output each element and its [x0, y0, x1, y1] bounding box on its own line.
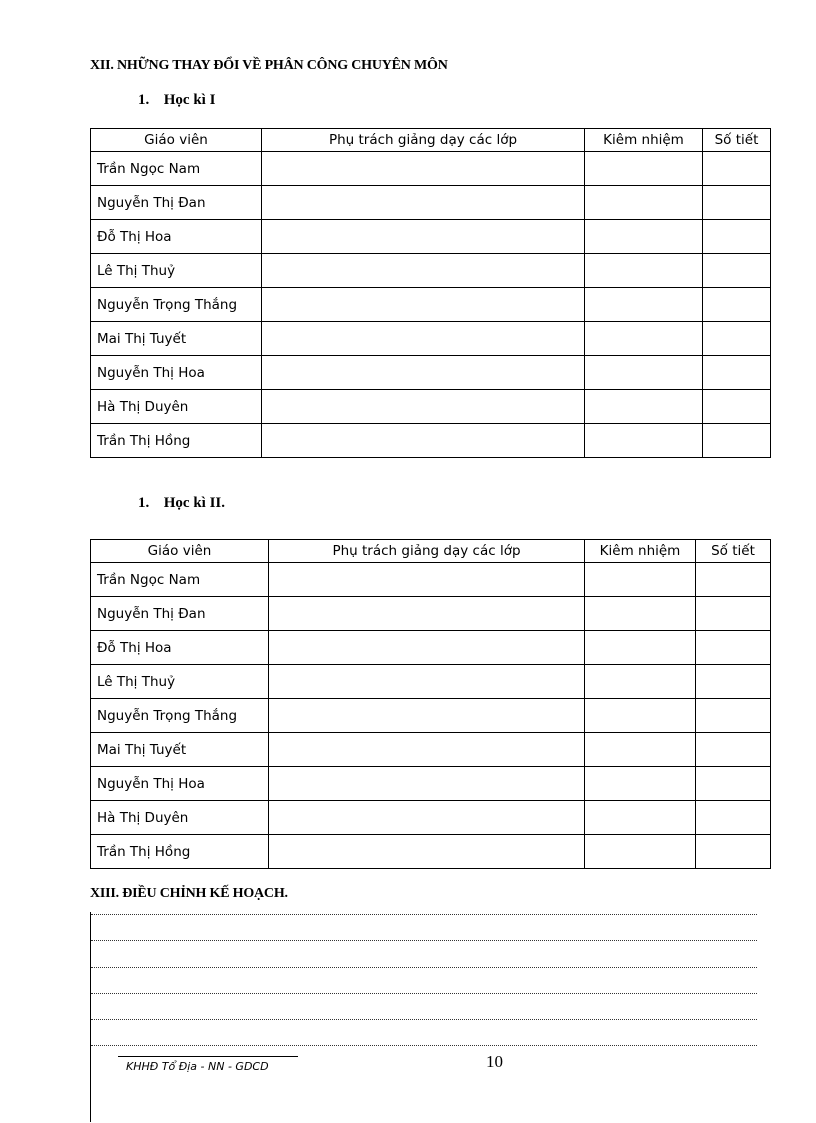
periods-cell[interactable] — [703, 186, 771, 220]
header-periods: Số tiết — [696, 540, 771, 563]
header-classes: Phụ trách giảng dạy các lớp — [269, 540, 585, 563]
periods-cell[interactable] — [703, 356, 771, 390]
periods-cell[interactable] — [703, 424, 771, 458]
classes-cell[interactable] — [262, 424, 585, 458]
footer-text: KHHĐ Tổ Địa - NN - GDCD — [126, 1060, 269, 1073]
classes-cell[interactable] — [269, 801, 585, 835]
teacher-name: Nguyễn Trọng Thắng — [91, 288, 262, 322]
classes-cell[interactable] — [262, 220, 585, 254]
teacher-name: Trần Ngọc Nam — [91, 563, 269, 597]
periods-cell[interactable] — [696, 665, 771, 699]
classes-cell[interactable] — [262, 288, 585, 322]
table-row — [91, 631, 771, 665]
footer-rule — [118, 1056, 298, 1057]
classes-cell[interactable] — [262, 356, 585, 390]
teacher-name: Lê Thị Thuỷ — [91, 665, 269, 699]
header-classes: Phụ trách giảng dạy các lớp — [262, 129, 585, 152]
teacher-name: Nguyễn Thị Đan — [91, 186, 262, 220]
classes-cell[interactable] — [262, 322, 585, 356]
teacher-name: Trần Thị Hồng — [91, 424, 262, 458]
periods-cell[interactable] — [703, 390, 771, 424]
header-teacher: Giáo viên — [91, 129, 262, 152]
table-row — [91, 322, 771, 356]
adjustment-notes-area[interactable] — [90, 912, 761, 1122]
term-2-heading — [138, 495, 225, 512]
table-row — [91, 801, 771, 835]
table-row — [91, 665, 771, 699]
classes-cell[interactable] — [269, 665, 585, 699]
duty-cell[interactable] — [585, 220, 703, 254]
dotted-writing-line — [91, 967, 757, 968]
duty-cell[interactable] — [585, 835, 696, 869]
duty-cell[interactable] — [585, 254, 703, 288]
classes-cell[interactable] — [269, 597, 585, 631]
teacher-name: Mai Thị Tuyết — [91, 733, 269, 767]
classes-cell[interactable] — [262, 390, 585, 424]
table-header-row — [91, 540, 771, 563]
term-2-number: 1. — [138, 495, 150, 511]
header-periods: Số tiết — [703, 129, 771, 152]
teacher-name: Nguyễn Thị Hoa — [91, 356, 262, 390]
section-xiii-heading: XIII. ĐIỀU CHỈNH KẾ HOẠCH. — [90, 886, 288, 901]
table-row — [91, 767, 771, 801]
table-row — [91, 186, 771, 220]
periods-cell[interactable] — [696, 699, 771, 733]
table-row — [91, 152, 771, 186]
duty-cell[interactable] — [585, 288, 703, 322]
duty-cell[interactable] — [585, 665, 696, 699]
header-concurrent-duty: Kiêm nhiệm — [585, 540, 696, 563]
duty-cell[interactable] — [585, 733, 696, 767]
classes-cell[interactable] — [269, 563, 585, 597]
teacher-name: Mai Thị Tuyết — [91, 322, 262, 356]
periods-cell[interactable] — [696, 733, 771, 767]
table-row — [91, 597, 771, 631]
periods-cell[interactable] — [696, 767, 771, 801]
periods-cell[interactable] — [703, 254, 771, 288]
dotted-writing-line — [91, 993, 757, 994]
dotted-writing-line — [91, 914, 757, 915]
duty-cell[interactable] — [585, 152, 703, 186]
table-row — [91, 390, 771, 424]
header-concurrent-duty: Kiêm nhiệm — [585, 129, 703, 152]
term-1-number: 1. — [138, 92, 150, 108]
duty-cell[interactable] — [585, 631, 696, 665]
classes-cell[interactable] — [262, 186, 585, 220]
table-row — [91, 835, 771, 869]
teacher-name: Nguyễn Trọng Thắng — [91, 699, 269, 733]
term-1-assignment-table — [90, 128, 771, 458]
table-row — [91, 699, 771, 733]
section-xii-heading: XII. NHỮNG THAY ĐỔI VỀ PHÂN CÔNG CHUYÊN MÔN — [90, 58, 448, 73]
duty-cell[interactable] — [585, 356, 703, 390]
classes-cell[interactable] — [269, 767, 585, 801]
table-row — [91, 733, 771, 767]
teacher-name: Nguyễn Thị Hoa — [91, 767, 269, 801]
term-1-label: Học kì I — [163, 92, 216, 108]
table-row — [91, 254, 771, 288]
teacher-name: Trần Ngọc Nam — [91, 152, 262, 186]
teacher-name: Đỗ Thị Hoa — [91, 631, 269, 665]
periods-cell[interactable] — [703, 322, 771, 356]
duty-cell[interactable] — [585, 322, 703, 356]
duty-cell[interactable] — [585, 390, 703, 424]
classes-cell[interactable] — [269, 699, 585, 733]
periods-cell[interactable] — [703, 288, 771, 322]
duty-cell[interactable] — [585, 424, 703, 458]
term-1-heading — [138, 92, 215, 109]
periods-cell[interactable] — [696, 563, 771, 597]
classes-cell[interactable] — [269, 835, 585, 869]
periods-cell[interactable] — [696, 631, 771, 665]
periods-cell[interactable] — [703, 152, 771, 186]
duty-cell[interactable] — [585, 767, 696, 801]
page-footer — [118, 1052, 538, 1078]
periods-cell[interactable] — [696, 835, 771, 869]
table-header-row — [91, 129, 771, 152]
term-2-assignment-table — [90, 539, 771, 869]
duty-cell[interactable] — [585, 699, 696, 733]
teacher-name: Hà Thị Duyên — [91, 801, 269, 835]
teacher-name: Hà Thị Duyên — [91, 390, 262, 424]
classes-cell[interactable] — [262, 152, 585, 186]
page-number: 10 — [486, 1052, 503, 1071]
teacher-name: Lê Thị Thuỷ — [91, 254, 262, 288]
classes-cell[interactable] — [269, 631, 585, 665]
term-2-label: Học kì II. — [163, 495, 226, 511]
periods-cell[interactable] — [703, 220, 771, 254]
table-row — [91, 288, 771, 322]
dotted-writing-line — [91, 1019, 757, 1020]
dotted-writing-line — [91, 1045, 757, 1046]
table-row — [91, 563, 771, 597]
duty-cell[interactable] — [585, 563, 696, 597]
duty-cell[interactable] — [585, 186, 703, 220]
table-row — [91, 424, 771, 458]
dotted-writing-line — [91, 940, 757, 941]
periods-cell[interactable] — [696, 597, 771, 631]
classes-cell[interactable] — [262, 254, 585, 288]
classes-cell[interactable] — [269, 733, 585, 767]
table-row — [91, 356, 771, 390]
header-teacher: Giáo viên — [91, 540, 269, 563]
periods-cell[interactable] — [696, 801, 771, 835]
duty-cell[interactable] — [585, 801, 696, 835]
teacher-name: Trần Thị Hồng — [91, 835, 269, 869]
table-row — [91, 220, 771, 254]
teacher-name: Nguyễn Thị Đan — [91, 597, 269, 631]
teacher-name: Đỗ Thị Hoa — [91, 220, 262, 254]
duty-cell[interactable] — [585, 597, 696, 631]
